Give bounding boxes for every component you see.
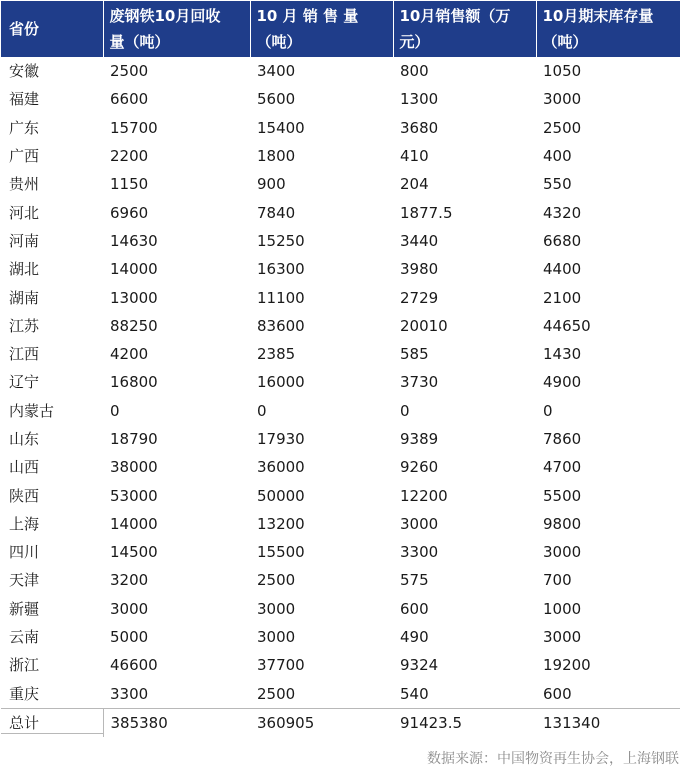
table-row (1, 623, 680, 651)
cell-sales-volume: 2500 (257, 571, 296, 590)
cell-sales-volume: 50000 (257, 486, 305, 505)
table-bottom-rule (1, 733, 104, 734)
header-province-line1: 省份 (9, 20, 40, 38)
cell-sales-volume: 13200 (257, 514, 305, 533)
cell-sales-amount: 3730 (400, 373, 439, 392)
cell-inventory: 19200 (543, 656, 591, 675)
cell-inventory: 4900 (543, 373, 582, 392)
cell-sales-volume: 37700 (257, 656, 305, 675)
cell-sales-volume: 1800 (257, 147, 296, 166)
cell-sales-amount: 20010 (400, 316, 448, 335)
total-sales-amount: 91423.5 (393, 708, 536, 737)
table-row (1, 538, 680, 566)
cell-inventory: 1050 (543, 62, 582, 81)
table-header (1, 1, 680, 57)
cell-inventory: 1000 (543, 599, 582, 618)
header-sales-volume (250, 1, 393, 57)
cell-sales-volume: 11100 (257, 288, 305, 307)
cell-province: 重庆 (9, 684, 40, 703)
cell-sales-volume: 0 (257, 401, 267, 420)
cell-sales-volume: 15500 (257, 543, 305, 562)
cell-sales-amount: 9324 (400, 656, 439, 675)
cell-sales-amount: 1300 (400, 90, 439, 109)
cell-sales-volume: 16300 (257, 260, 305, 279)
cell-sales-amount: 490 (400, 628, 429, 647)
cell-sales-amount: 600 (400, 599, 429, 618)
cell-recycled: 15700 (110, 118, 158, 137)
header-province (1, 1, 103, 57)
cell-sales-amount: 540 (400, 684, 429, 703)
table-row (1, 368, 680, 396)
cell-sales-amount: 204 (400, 175, 429, 194)
cell-recycled: 5000 (110, 628, 149, 647)
cell-inventory: 4320 (543, 203, 582, 222)
cell-province: 上海 (9, 514, 40, 533)
total-inventory: 131340 (536, 708, 680, 737)
header-inventory (536, 1, 680, 57)
table-row (1, 170, 680, 198)
cell-sales-amount: 3000 (400, 514, 439, 533)
cell-inventory: 600 (543, 684, 572, 703)
cell-sales-volume: 83600 (257, 316, 305, 335)
cell-province: 辽宁 (9, 373, 40, 392)
cell-recycled: 3300 (110, 684, 149, 703)
cell-sales-volume: 2385 (257, 345, 296, 364)
cell-recycled: 46600 (110, 656, 158, 675)
table-row (1, 425, 680, 453)
cell-recycled: 6600 (110, 90, 149, 109)
cell-recycled: 38000 (110, 458, 158, 477)
cell-recycled: 6960 (110, 203, 149, 222)
cell-recycled: 2200 (110, 147, 149, 166)
cell-sales-amount: 9260 (400, 458, 439, 477)
cell-sales-volume: 36000 (257, 458, 305, 477)
cell-province: 陕西 (9, 486, 40, 505)
cell-province: 江西 (9, 345, 40, 364)
cell-recycled: 3200 (110, 571, 149, 590)
cell-recycled: 14000 (110, 514, 158, 533)
table-row (1, 566, 680, 594)
cell-province: 湖南 (9, 288, 40, 307)
total-sales-volume: 360905 (250, 708, 393, 737)
cell-sales-amount: 3680 (400, 118, 439, 137)
cell-inventory: 5500 (543, 486, 582, 505)
cell-sales-volume: 3000 (257, 599, 296, 618)
cell-inventory: 7860 (543, 430, 582, 448)
table-row (1, 397, 680, 425)
cell-inventory: 400 (543, 147, 572, 166)
table-row (1, 57, 680, 85)
cell-recycled: 14000 (110, 260, 158, 279)
cell-sales-volume: 3400 (257, 62, 296, 81)
header-recycled (103, 1, 250, 57)
header-sales-amount (393, 1, 536, 57)
cell-inventory: 4700 (543, 458, 582, 477)
table-row (1, 651, 680, 679)
table-row (1, 283, 680, 311)
header-inventory-line1: 10月期末库存量 (542, 7, 654, 25)
cell-province: 浙江 (9, 656, 40, 675)
cell-recycled: 16800 (110, 373, 158, 392)
cell-sales-amount: 3440 (400, 231, 439, 250)
cell-inventory: 2100 (543, 288, 582, 307)
scrap-steel-table (1, 1, 680, 737)
cell-province: 山东 (9, 430, 40, 448)
cell-sales-amount: 410 (400, 147, 429, 166)
cell-province: 天津 (9, 571, 40, 590)
table-row (1, 340, 680, 368)
cell-recycled: 3000 (110, 599, 149, 618)
cell-sales-amount: 3300 (400, 543, 439, 562)
cell-province: 四川 (9, 543, 40, 562)
cell-province: 广西 (9, 147, 40, 166)
cell-recycled: 0 (110, 401, 120, 420)
table-row (1, 198, 680, 226)
cell-inventory: 3000 (543, 90, 582, 109)
table-row (1, 114, 680, 142)
cell-sales-amount: 585 (400, 345, 429, 364)
cell-inventory: 550 (543, 175, 572, 194)
table-row (1, 255, 680, 283)
cell-sales-volume: 900 (257, 175, 286, 194)
cell-province: 新疆 (9, 599, 40, 618)
cell-sales-volume: 5600 (257, 90, 296, 109)
cell-sales-amount: 12200 (400, 486, 448, 505)
cell-recycled: 53000 (110, 486, 158, 505)
cell-province: 福建 (9, 90, 40, 109)
cell-recycled: 1150 (110, 175, 149, 194)
cell-sales-amount: 9389 (400, 430, 439, 448)
header-row (1, 1, 680, 57)
cell-sales-volume: 16000 (257, 373, 305, 392)
cell-inventory: 0 (543, 401, 553, 420)
cell-province: 广东 (9, 118, 40, 137)
cell-inventory: 6680 (543, 231, 582, 250)
cell-inventory: 3000 (543, 543, 582, 562)
cell-inventory: 44650 (543, 316, 591, 335)
cell-recycled: 88250 (110, 316, 158, 335)
data-source-note: 数据来源：中国物资再生协会，上海钢联 (427, 751, 679, 767)
table-row (1, 510, 680, 538)
cell-sales-volume: 15250 (257, 231, 305, 250)
cell-inventory: 4400 (543, 260, 582, 279)
total-recycled: 385380 (103, 708, 250, 737)
cell-inventory: 9800 (543, 514, 582, 533)
cell-province: 湖北 (9, 260, 40, 279)
cell-province: 河北 (9, 203, 40, 222)
cell-inventory: 700 (543, 571, 572, 590)
cell-sales-amount: 3980 (400, 260, 439, 279)
cell-province: 山西 (9, 458, 40, 477)
cell-sales-amount: 800 (400, 62, 429, 81)
table-row (1, 312, 680, 340)
cell-sales-amount: 1877.5 (400, 203, 453, 222)
header-recycled-line2: 量（吨） (109, 33, 170, 51)
table-row (1, 142, 680, 170)
table-row (1, 227, 680, 255)
cell-sales-volume: 17930 (257, 430, 305, 448)
cell-recycled: 13000 (110, 288, 158, 307)
cell-recycled: 18790 (110, 430, 158, 448)
cell-province: 云南 (9, 628, 40, 647)
cell-province: 贵州 (9, 175, 40, 194)
header-sales-amount-line1: 10月销售额（万 (399, 7, 511, 25)
cell-province: 河南 (9, 231, 40, 250)
cell-province: 安徽 (9, 62, 40, 81)
header-sales-volume-line2: （吨） (256, 33, 302, 51)
table-body (1, 57, 680, 737)
cell-sales-amount: 0 (400, 401, 410, 420)
header-recycled-line1: 废钢铁10月回收 (109, 7, 221, 25)
cell-recycled: 2500 (110, 62, 149, 81)
cell-sales-volume: 15400 (257, 118, 305, 137)
cell-inventory: 2500 (543, 118, 582, 137)
header-sales-amount-line2: 元） (399, 33, 430, 51)
cell-inventory: 3000 (543, 628, 582, 647)
cell-sales-volume: 2500 (257, 684, 296, 703)
table-row (1, 85, 680, 113)
cell-sales-volume: 7840 (257, 203, 296, 222)
total-label: 总计 (1, 708, 103, 737)
header-inventory-line2: （吨） (542, 33, 588, 51)
cell-recycled: 4200 (110, 345, 149, 364)
cell-province: 内蒙古 (9, 401, 55, 420)
table-row (1, 481, 680, 509)
cell-sales-amount: 575 (400, 571, 429, 590)
cell-inventory: 1430 (543, 345, 582, 364)
cell-sales-amount: 2729 (400, 288, 439, 307)
table-row (1, 680, 680, 709)
cell-recycled: 14630 (110, 231, 158, 250)
cell-sales-volume: 3000 (257, 628, 296, 647)
cell-recycled: 14500 (110, 543, 158, 562)
cell-province: 江苏 (9, 316, 40, 335)
header-sales-volume-line1: 10 月 销 售 量 (256, 7, 359, 25)
table-row (1, 595, 680, 623)
table-row (1, 453, 680, 481)
